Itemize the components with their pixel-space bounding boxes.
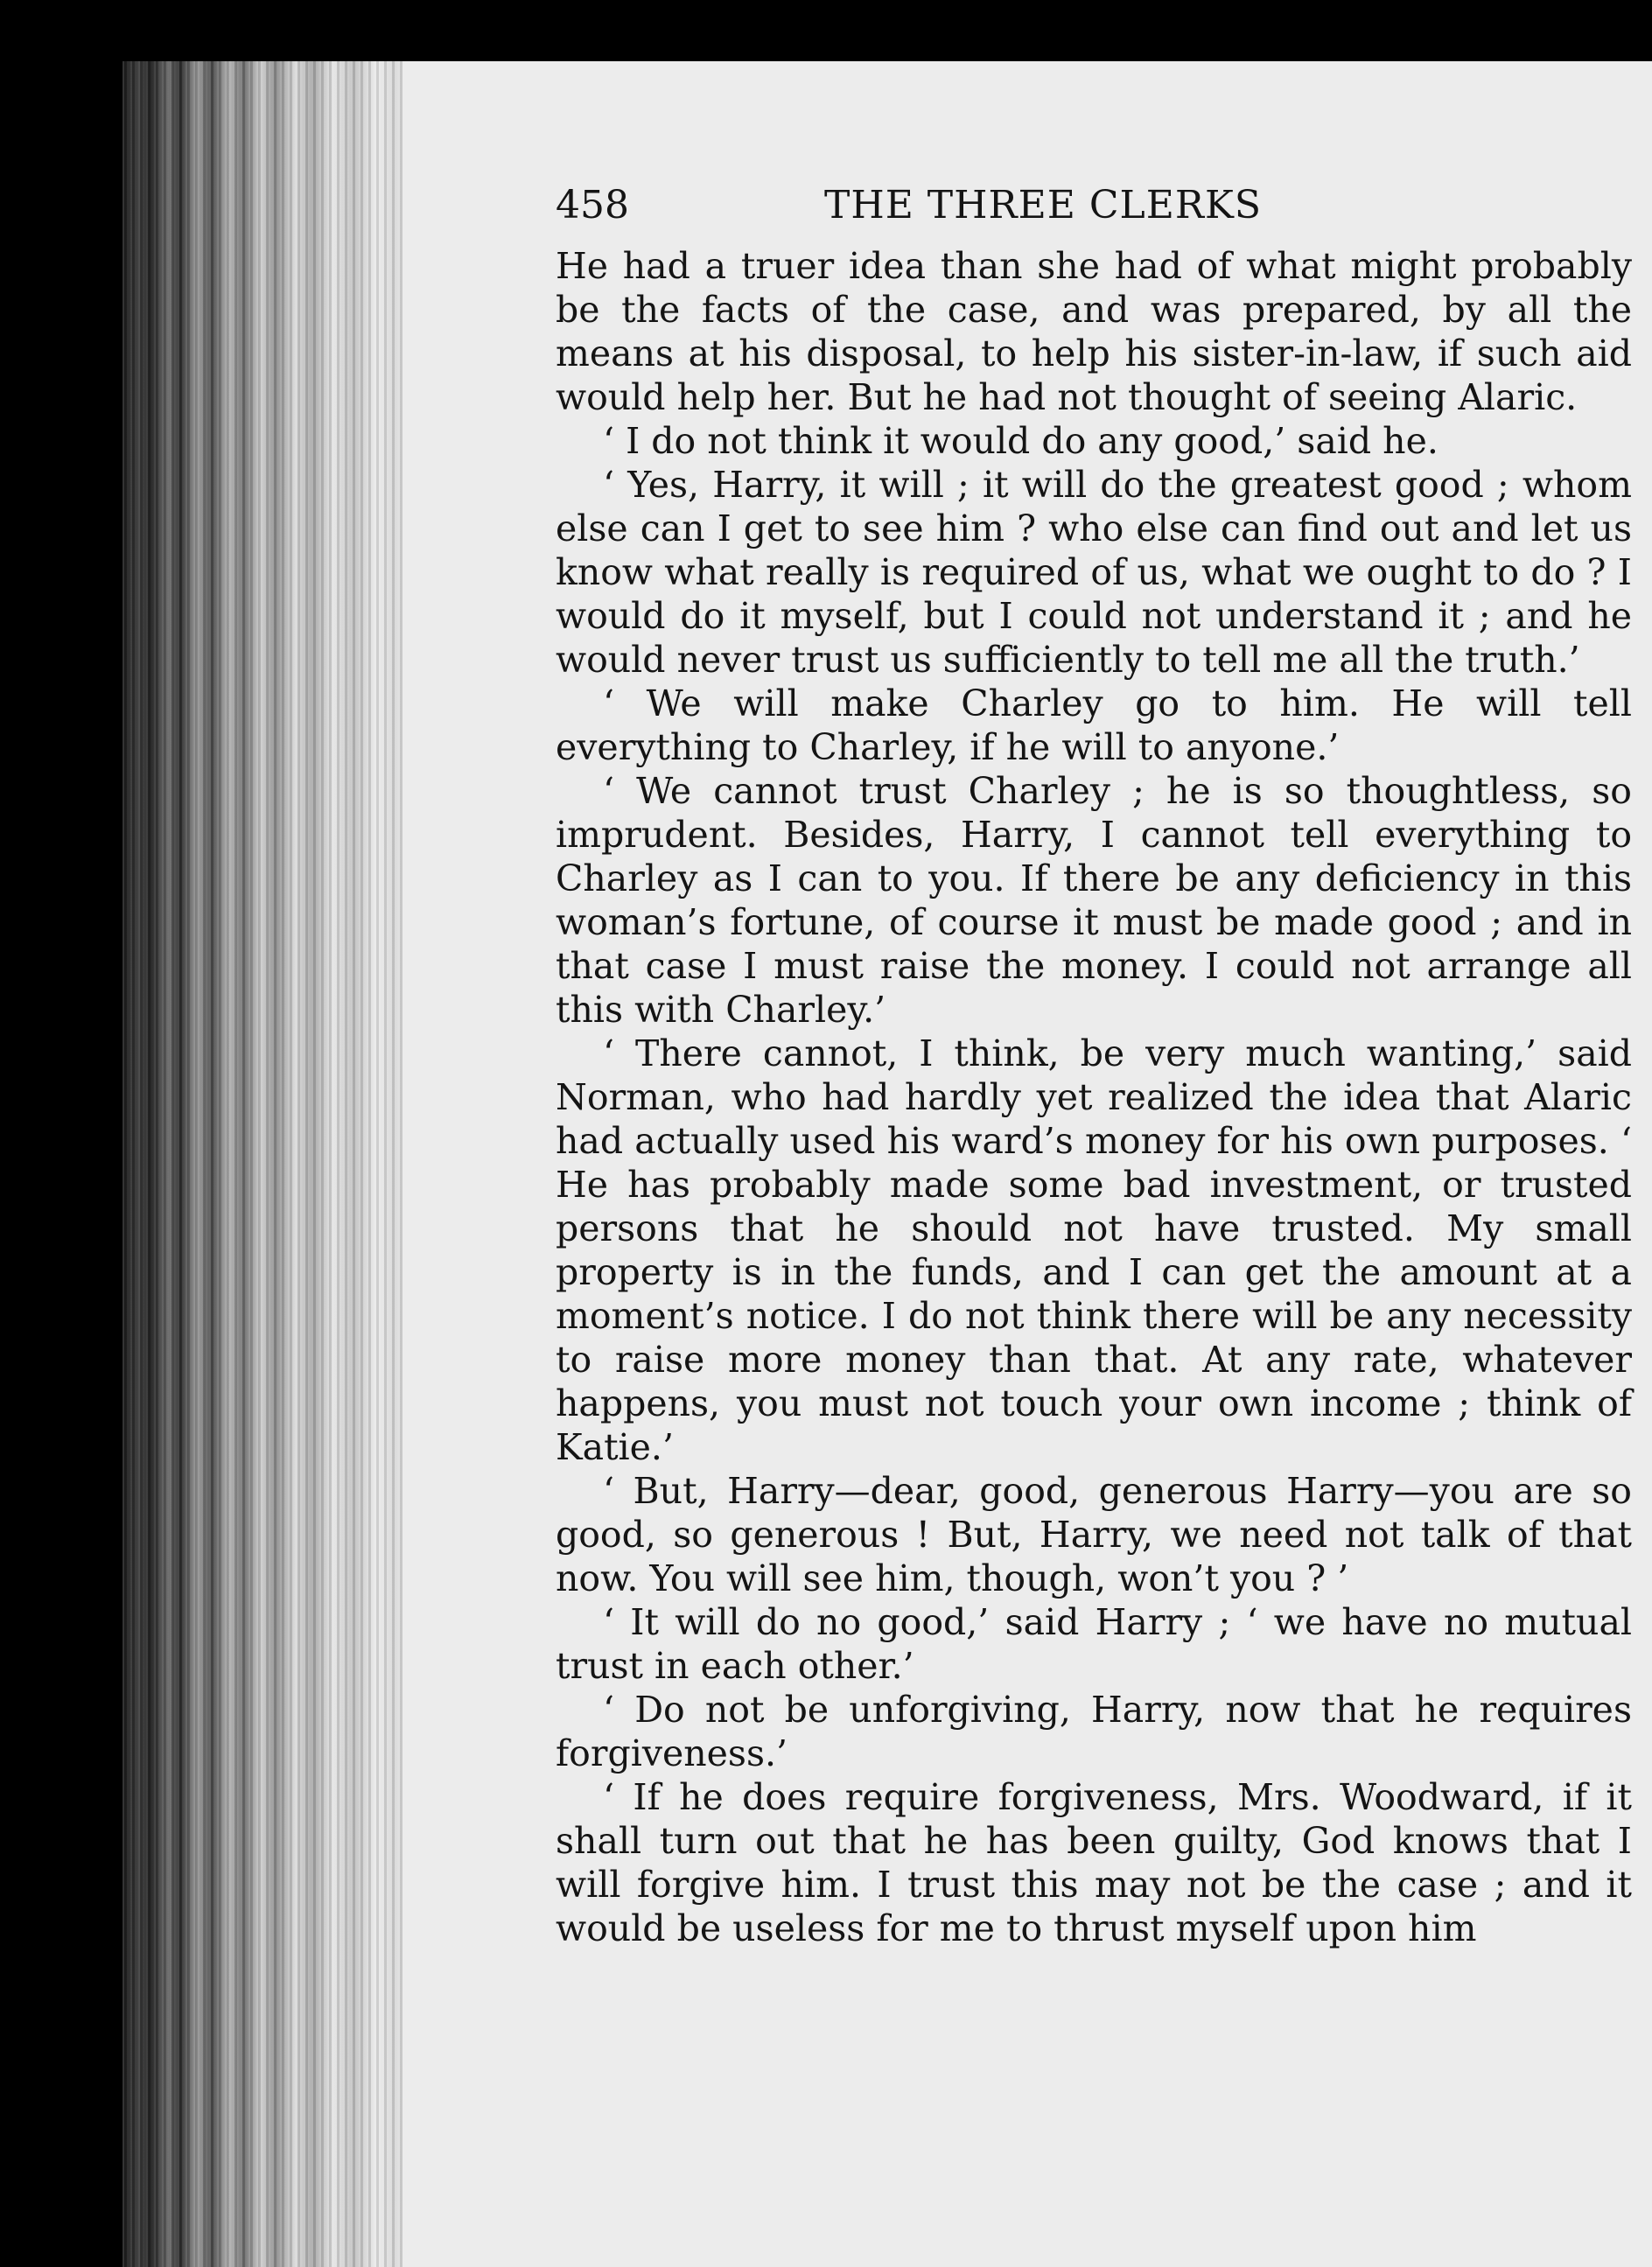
paragraph: ‘ There cannot, I think, be very much wanting,’ said Norman, who had hardly yet realized the idea that Alaric had actually used his ward’s money for his own purposes. ‘ He has probably made some bad investment, or trusted persons that he should not have trusted. My small property is in the funds, and I can get the amount at a moment’s notice. I do not think there will be any necessity to raise more money than that. At any rate, whatever happens, you must not touch your own income ; think of Katie.’ — [556, 1032, 1632, 1468]
paragraph: ‘ But, Harry—dear, good, generous Harry—you are so good, so generous ! But, Harry, we need not talk of that now. You will see him, though, won’t you ? ’ — [556, 1470, 1632, 1599]
paragraph: ‘ It will do no good,’ said Harry ; ‘ we have no mutual trust in each other.’ — [556, 1601, 1632, 1687]
text-block — [556, 179, 1632, 1950]
running-head — [556, 179, 1632, 232]
paragraph: ‘ Do not be unforgiving, Harry, now that he requires forgiveness.’ — [556, 1689, 1632, 1774]
page-number: 458 — [556, 183, 629, 227]
paragraph: ‘ If he does require forgiveness, Mrs. Woodward, if it shall turn out that he has been guilty, God knows that I will forgive him. I trust this may not be the case ; and it would be useless for me to thrust myself upon him — [556, 1776, 1632, 1949]
running-title: THE THREE CLERKS — [823, 183, 1263, 227]
paragraph: He had a truer idea than she had of what might probably be the facts of the case, and was prepared, by all the means at his disposal, to help his sister-in-law, if such aid would help her. But he had not thought of seeing Alaric. — [556, 245, 1632, 418]
book-page — [402, 61, 1652, 2267]
paragraph: ‘ Yes, Harry, it will ; it will do the greatest good ; whom else can I get to see him ? who else can find out and let us know what really is required of us, what we ought to do ? I would do it myself, but I could not understand it ; and he would never trust us sufficiently to tell me all the truth.’ — [556, 464, 1632, 681]
paragraph: ‘ I do not think it would do any good,’ said he. — [603, 420, 1438, 462]
page-edge-stripes — [122, 61, 411, 2267]
paragraph: ‘ We will make Charley go to him. He will tell everything to Charley, if he will to anyone.’ — [556, 682, 1632, 768]
book-spine-edge — [122, 61, 411, 2267]
paragraph: ‘ We cannot trust Charley ; he is so thoughtless, so imprudent. Besides, Harry, I cannot tell everything to Charley as I can to you. If there be any deficiency in this woman’s fortune, of course it must be made good ; and in that case I must raise the money. I could not arrange all this with Charley.’ — [556, 770, 1632, 1031]
